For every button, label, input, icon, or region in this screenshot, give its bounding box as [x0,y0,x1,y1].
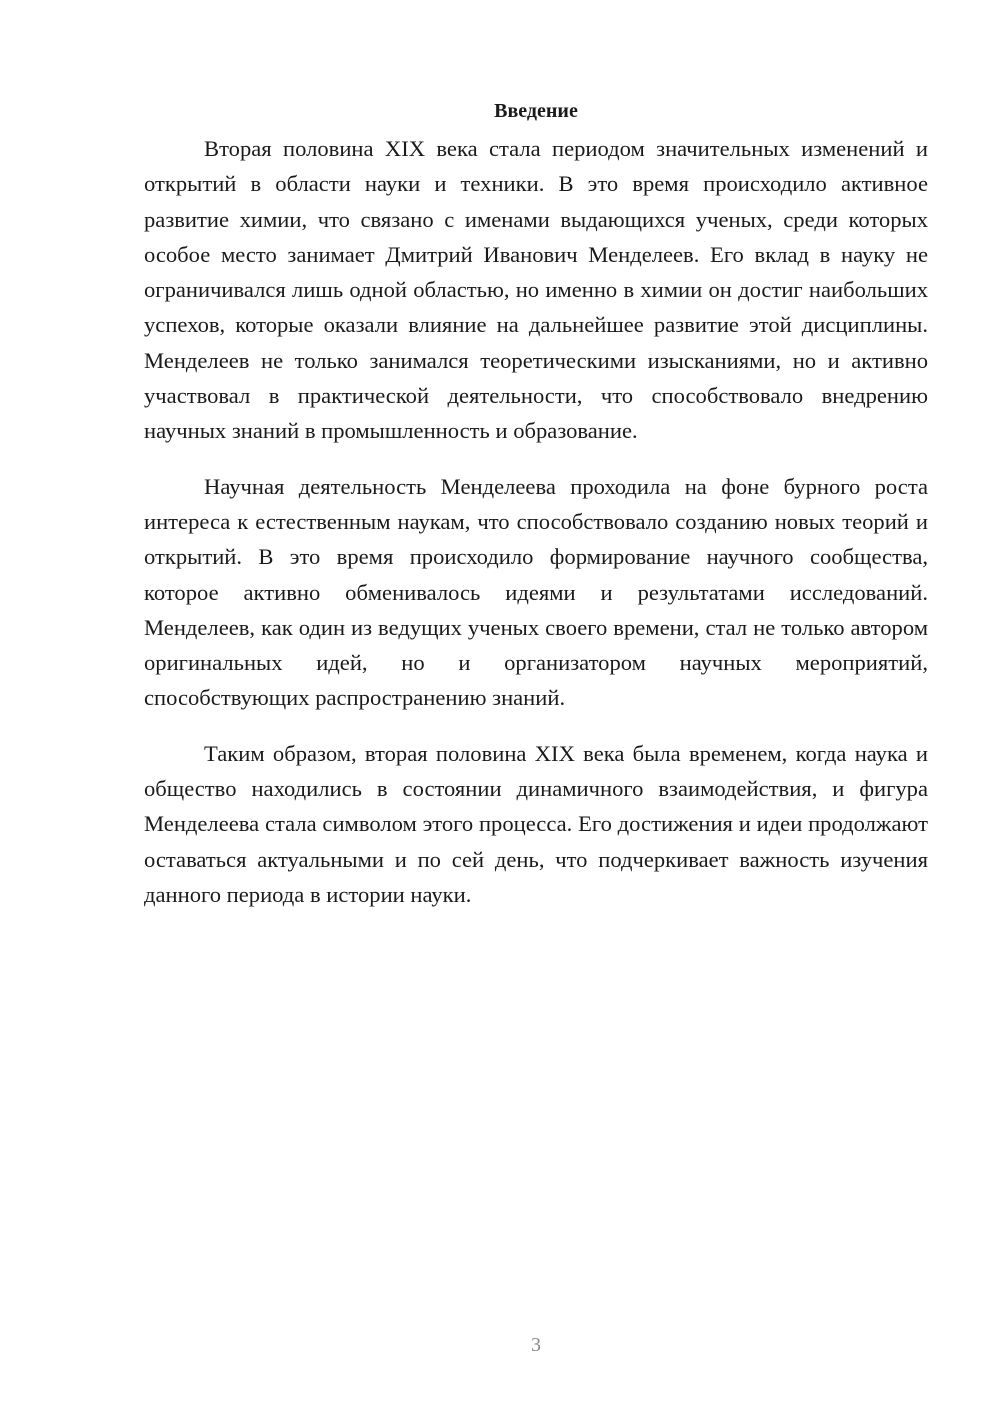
page-content [144,96,928,932]
paragraph-1: Вторая половина XIX века стала периодом значительных изменений и открытий в области науки и техники. В это время происходило активное развитие химии, что связано с именами выдающихся ученых, среди которых особое место занимает Дмитрий Иванович Менделеев. Его вклад в науку не ограничивался лишь одной областью, но именно в химии он достиг наибольших успехов, которые оказали влияние на дальнейшее развитие этой дисциплины. Менделеев не только занимался теоретическими изысканиями, но и активно участвовал в практической деятельности, что способствовало внедрению научных знаний в промышленность и образование. [144,136,928,444]
paragraph-3: Таким образом, вторая половина XIX века была временем, когда наука и общество находились в состоянии динамичного взаимодействия, и фигура Менделеева стала символом этого процесса. Его достижения и идеи продолжают оставаться актуальными и по сей день, что подчеркивает важность изучения данного периода в истории науки. [144,740,928,907]
page-number: 3 [531,1334,541,1356]
section-heading: Введение [494,100,578,122]
paragraph-2: Научная деятельность Менделеева проходила на фоне бурного роста интереса к естественным наукам, что способствовало созданию новых теорий и открытий. В это время происходило формирование научного сообщества, которое активно обменивалось идеями и результатами исследований. Менделеев, как один из ведущих ученых своего времени, стал не только автором оригинальных идей, но и организатором научных мероприятий, способствующих распространению знаний. [144,473,928,711]
